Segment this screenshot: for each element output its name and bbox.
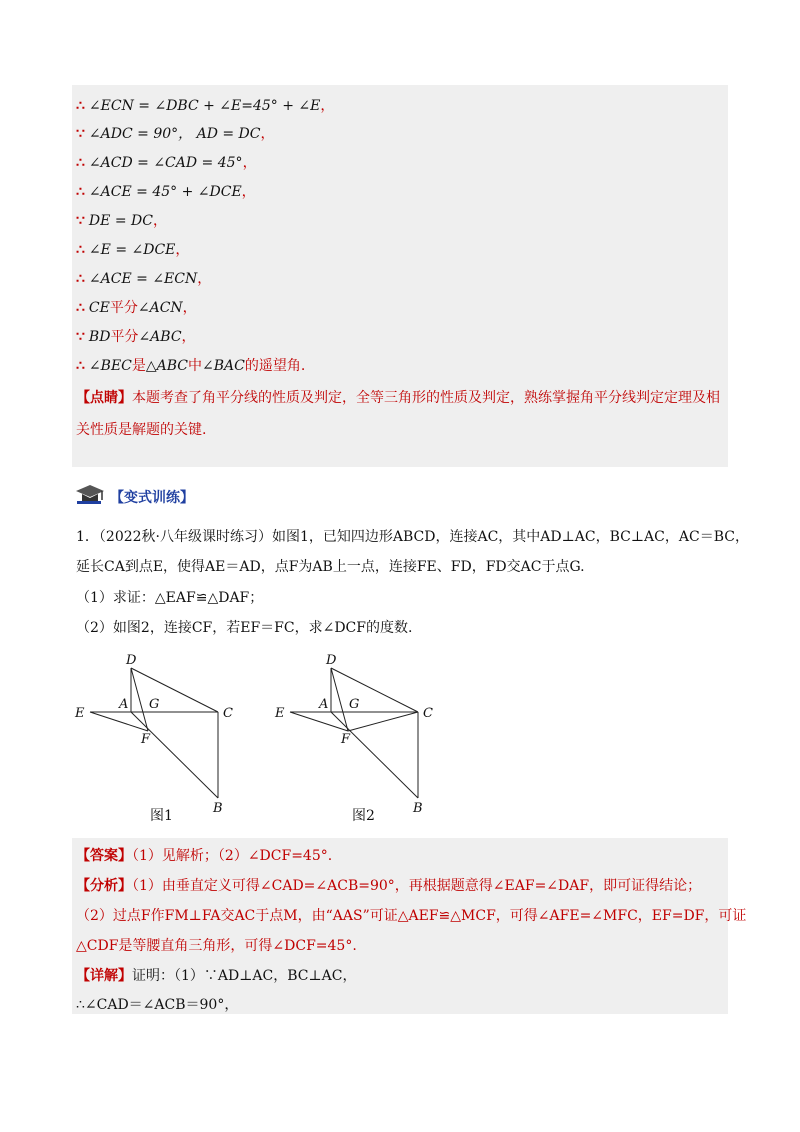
detail-line-1 xyxy=(76,966,356,986)
solution-math: CE xyxy=(88,300,110,316)
solution-line xyxy=(76,240,189,260)
fig2-label-C: C xyxy=(423,706,433,721)
solution-math: DE = DC xyxy=(88,213,153,229)
key-point-line-2 xyxy=(76,420,206,440)
solution-math: △ABC xyxy=(145,358,189,374)
solution-math: ∠BAC xyxy=(202,358,245,374)
figure-1 xyxy=(72,650,252,815)
key-point-tag: 【点睛】 xyxy=(76,390,132,406)
graduation-cap-icon xyxy=(74,483,106,507)
solution-math: ∠ADC = 90°， AD = DC xyxy=(88,126,261,142)
solution-symbol: ∴ xyxy=(76,271,85,287)
solution-math: ∠ACE = ∠ECN xyxy=(88,271,198,287)
fig1-label-D: D xyxy=(126,653,137,668)
solution-tail: ， xyxy=(241,184,256,200)
solution-line xyxy=(76,298,197,318)
solution-tail: ， xyxy=(181,329,196,345)
solution-line xyxy=(76,269,211,289)
solution-math: ∠BEC xyxy=(88,358,132,374)
figure-2 xyxy=(272,650,452,815)
solution-tail: ， xyxy=(320,98,335,114)
solution-symbol: ∵ xyxy=(76,213,85,229)
fig2-label-E: E xyxy=(275,706,285,721)
solution-symbol: ∴ xyxy=(76,184,85,200)
solution-line xyxy=(76,356,305,376)
key-point-line-1 xyxy=(76,388,720,408)
fig2-label-D: D xyxy=(326,653,337,668)
solution-connector: 是 xyxy=(131,358,146,374)
answer-tag: 【答案】 xyxy=(76,848,132,864)
fig2-label-F: F xyxy=(341,732,351,747)
solution-tail: ， xyxy=(152,213,167,229)
solution-line xyxy=(76,153,257,173)
solution-connector: 平分 xyxy=(110,329,139,345)
solution-math: ∠ACD = ∠CAD = 45° xyxy=(88,155,243,171)
answer-text: （1）见解析；（2）∠DCF=45°. xyxy=(132,848,333,864)
solution-connector: 中 xyxy=(188,358,203,374)
solution-math: ∠E = ∠DCE xyxy=(88,242,176,258)
solution-symbol: ∵ xyxy=(76,329,85,345)
solution-tail: ， xyxy=(242,155,257,171)
solution-tail: 的遥望角. xyxy=(244,358,306,374)
fig1-label-F: F xyxy=(141,732,151,747)
solution-line xyxy=(76,327,196,347)
solution-line xyxy=(76,96,334,116)
solution-symbol: ∵ xyxy=(76,126,85,142)
section-title: 【变式训练】 xyxy=(110,490,194,506)
problem-line-2: 延长CA到点E，使得AE＝AD，点F为AB上一点，连接FE、FD，FD交AC于点G. xyxy=(76,559,585,575)
fig1-label-B: B xyxy=(213,801,223,815)
solution-math: ∠ABC xyxy=(138,329,182,345)
fig1-label-G: G xyxy=(149,697,160,712)
figure-1-caption: 图1 xyxy=(150,808,173,824)
solution-math: ∠ACE = 45° + ∠DCE xyxy=(88,184,242,200)
detail-text-1: 证明：（1）∵AD⊥AC，BC⊥AC， xyxy=(132,968,357,984)
fig1-label-A: A xyxy=(119,697,129,712)
solution-line xyxy=(76,182,256,202)
fig2-label-B: B xyxy=(413,801,423,815)
problem-part-2: （2）如图2，连接CF，若EF＝FC，求∠DCF的度数. xyxy=(76,620,413,636)
analysis-line-1 xyxy=(76,876,701,896)
solution-tail: ， xyxy=(182,300,197,316)
solution-symbol: ∴ xyxy=(76,300,85,316)
solution-line xyxy=(76,211,167,231)
solution-tail: ， xyxy=(197,271,212,287)
solution-tail: ， xyxy=(260,126,275,142)
detail-line-2: ∴∠CAD＝∠ACB＝90°， xyxy=(76,997,239,1013)
analysis-line-2: （2）过点F作FM⊥FA交AC于点M，由“AAS”可证△AEF≌△MCF，可得∠AFE=∠MFC，EF=DF，可证 xyxy=(76,908,747,924)
key-point-text-1: 本题考查了角平分线的性质及判定，全等三角形的性质及判定，熟练掌握角平分线判定定理及相 xyxy=(132,390,720,406)
problem-line-1: 1．（2022秋·八年级课时练习）如图1，已知四边形ABCD，连接AC，其中AD⊥AC，BC⊥AC，AC＝BC， xyxy=(76,529,749,545)
fig2-label-G: G xyxy=(349,697,360,712)
fig1-label-E: E xyxy=(75,706,85,721)
solution-symbol: ∴ xyxy=(76,358,85,374)
analysis-tag: 【分析】 xyxy=(76,878,132,894)
fig1-label-C: C xyxy=(223,706,233,721)
solution-math: ∠ACN xyxy=(137,300,183,316)
fig2-label-A: A xyxy=(319,697,329,712)
solution-math: BD xyxy=(88,329,111,345)
solution-line xyxy=(76,124,275,144)
solution-symbol: ∴ xyxy=(76,242,85,258)
problem-part-1: （1）求证：△EAF≌△DAF； xyxy=(76,590,264,606)
section-header xyxy=(72,481,372,509)
solution-math: ∠ECN = ∠DBC + ∠E=45° + ∠E xyxy=(88,98,321,114)
key-point-text-2: 关性质是解题的关键. xyxy=(76,422,207,438)
solution-connector: 平分 xyxy=(109,300,138,316)
detail-tag: 【详解】 xyxy=(76,968,132,984)
solution-tail: ， xyxy=(175,242,190,258)
analysis-text-1: （1）由垂直定义可得∠CAD=∠ACB=90°，再根据题意得∠EAF=∠DAF，即可证得结论； xyxy=(132,878,702,894)
figure-2-caption: 图2 xyxy=(352,808,375,824)
solution-symbol: ∴ xyxy=(76,98,85,114)
solution-symbol: ∴ xyxy=(76,155,85,171)
analysis-line-3: △CDF是等腰直角三角形，可得∠DCF=45°. xyxy=(76,938,357,954)
answer-line xyxy=(76,846,332,866)
